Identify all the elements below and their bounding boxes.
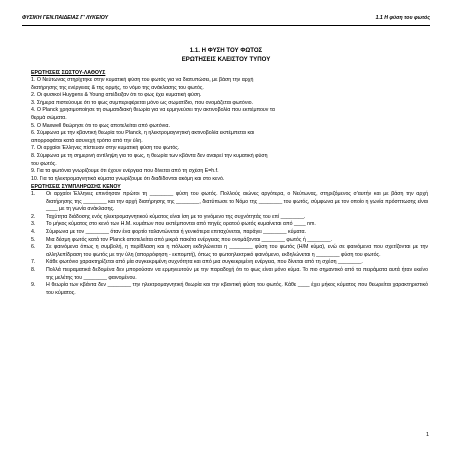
tf-line: του φωτός. bbox=[31, 160, 57, 167]
tf-line: θερμά σώματα. bbox=[31, 114, 67, 121]
tf-line: 10. Για τα ηλεκτρομαγνητικά κύματα γνωρίζουμε ότι διαδίδονται ακόμη και στο κενό. bbox=[31, 175, 225, 182]
fill-item-number: 5. bbox=[31, 236, 36, 243]
fill-item-text: Πολλά πειραματικά δεδομένα δεν μπορούσαν να ερμηνευτούν με την παραδοχή ότι το φως είναι μόνο κύμα. Το πιο σημαντικό από τα πειράματα αυτά ήταν εκείνο της μελέτης του ________ φαινομένου. bbox=[46, 266, 428, 281]
fill-blank-list bbox=[31, 191, 428, 297]
fill-item-text: Σύμφωνα με τον ________ όταν ένα φορτίο ταλαντώνεται ή γενικότερα επιταχύνεται, παράγει ________ κύματα. bbox=[46, 228, 307, 235]
fill-item bbox=[31, 267, 428, 282]
tf-line: 6. Σύμφωνα με την κβαντική θεωρία του Planck, η ηλεκτρομαγνητική ακτινοβολία εκπέμπεται και bbox=[31, 130, 255, 137]
tf-line: 7. Οι αρχαίοι Έλληνες πίστευαν στην κυματική φύση του φωτός. bbox=[31, 145, 180, 152]
tf-line: 3. Σήμερα πιστεύουμε ότι το φως συμπεριφέρεται μόνο ως σωματίδιο, που ονομάζεται φωτόνιο. bbox=[31, 99, 254, 106]
fill-item-text: Ταχύτητα διάδοσης ενός ηλεκτρομαγνητικού κύματος είναι ίση με το γινόμενο της συχνότητάς του επί ________. bbox=[46, 213, 306, 220]
tf-line: 2. Οι φυσικοί Huygens & Young απέδειξαν ότι το φως έχει κυματική φύση. bbox=[31, 92, 202, 99]
header-divider bbox=[22, 25, 430, 26]
tf-line: 4. Ο Planck χρησιμοποίησε τη σωματιδιακή θεωρία για να ερμηνεύσει την ακτινοβολία που εκπέμπουν τα bbox=[31, 107, 275, 114]
fill-item-number: 6. bbox=[31, 244, 36, 251]
header-chapter: 1.1 Η φύση του φωτός bbox=[375, 15, 430, 21]
title-block bbox=[0, 46, 452, 64]
fill-item-number: 4. bbox=[31, 228, 36, 235]
fill-item-text: Μια δέσμη φωτός κατά τον Planck αποτελείται από μικρά πακέτα ενέργειας που ονομάζονται ________ φωτός ή ________. bbox=[46, 236, 333, 243]
header-course: ΦΥΣΙΚΗ ΓΕΝ.ΠΑΙΔΕΙΑΣ Γ' ΛΥΚΕΙΟΥ bbox=[22, 15, 109, 21]
tf-line: διατήρησης της ενέργειας & της ορμής, το νόμο της ανάκλασης του φωτός. bbox=[31, 84, 204, 91]
fill-item-number: 3. bbox=[31, 221, 36, 228]
tf-section-heading: ΕΡΩΤΗΣΕΙΣ ΣΩΣΤΟΥ-ΛΑΘΟΥΣ bbox=[31, 70, 106, 76]
fill-item bbox=[31, 259, 428, 267]
fill-section-heading: ΕΡΩΤΗΣΕΙΣ ΣΥΜΠΛΗΡΩΣΗΣ ΚΕΝΟΥ bbox=[31, 184, 121, 190]
document-subtitle: ΕΡΩΤΗΣΕΙΣ ΚΛΕΙΣΤΟΥ ΤΥΠΟΥ bbox=[181, 56, 271, 63]
true-false-list bbox=[31, 77, 428, 183]
tf-line: απορροφάται κατά ασυνεχή τρόπο από την ύλη. bbox=[31, 137, 143, 144]
fill-item-number: 2. bbox=[31, 213, 36, 220]
fill-item bbox=[31, 221, 428, 229]
fill-item bbox=[31, 244, 428, 259]
fill-item-text: Σε φαινόμενα όπως η συμβολή, η περίθλαση και η πόλωση εκδηλώνεται η ________ φύση του φωτός (Η/Μ κύμα), ενώ σε φαινόμενα που σχετίζονται με την αλληλεπίδραση του φωτός με την ύλη (απορρόφηση - εκπομπή), όπως το φωτοηλεκτρικό φαινόμενο, εκδηλώνεται η ________ φύση του φωτός. bbox=[46, 244, 428, 258]
tf-line: 9. Για τα φωτόνια γνωρίζουμε ότι έχουν ενέργεια που δίνεται από τη σχέση E=h.f. bbox=[31, 168, 219, 175]
tf-line: 8. Σύμφωνα με τη σημερινή αντίληψη για το φως, η θεωρία των κβάντα δεν αναιρεί την κυματική φύση bbox=[31, 152, 268, 159]
fill-item-text: Κάθε φωτόνιο χαρακτηρίζεται από μία συγκεκριμένη συχνότητα και από μια συγκεκριμένη ενέργεια, που δίνεται από τη σχέση ________. bbox=[46, 259, 363, 266]
fill-item bbox=[31, 229, 428, 237]
tf-line: 1. Ο Νεύτωνας στηρίχτηκε στην κυματική φύση του φωτός για να διατυπώσει, με βάση την αρχή bbox=[31, 77, 254, 83]
fill-item-number: 8. bbox=[31, 266, 36, 273]
fill-item-number: 7. bbox=[31, 259, 36, 266]
fill-item-text: Οι αρχαίοι Έλληνες επινόησαν πρώτοι τη ________ φύση του φωτός. Πολλούς αιώνες αργότερα, ο Νεύτωνας, στηριζόμενος σ'αυτήν και με βάση την αρχή διατήρησης της ________ και την αρχή διατήρησης της ________, διατύπωσε το Νόμο της ________ του φωτός, σύμφωνα με τον οποίο η γωνία πρόσπτωσης είναι ____ με τη γωνία ανάκλασης. bbox=[46, 191, 428, 213]
fill-item-number: 1. bbox=[31, 191, 36, 197]
fill-item-text: Το μήκος κύματος στο κενό των Η.Μ. κυμάτων που εκπέμπονται από πηγές ορατού φωτός κυμαίνεται από ____ nm. bbox=[46, 221, 316, 228]
fill-item bbox=[31, 191, 428, 214]
document-title: 1.1. Η ΦΥΣΗ ΤΟΥ ΦΩΤΟΣ bbox=[189, 47, 263, 54]
fill-item bbox=[31, 282, 428, 297]
fill-item-text: Η θεωρία των κβάντα δεν ________ την ηλεκτρομαγνητική θεωρία και την κβαντική φύση του φωτός. Κάθε ____ έχει μήκος κύματος που θεωρείται χαρακτηριστικό του κύματος. bbox=[46, 282, 428, 296]
tf-line: 5. Ο Maxwell θεώρησε ότι το φως αποτελείται από φωτόνια. bbox=[31, 122, 170, 129]
fill-item-number: 9. bbox=[31, 282, 36, 289]
page-number: 1 bbox=[425, 432, 429, 438]
